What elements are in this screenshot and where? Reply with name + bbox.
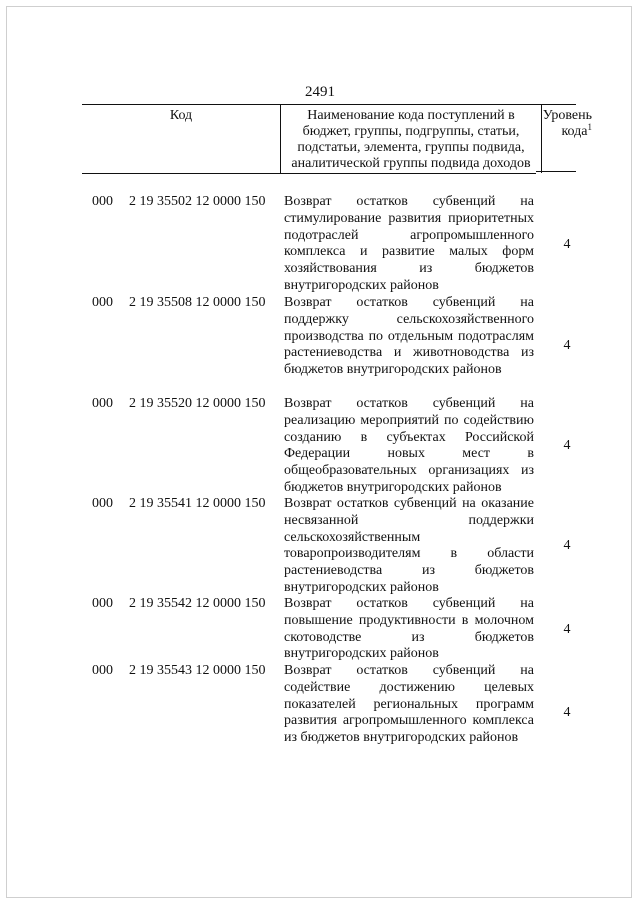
row-income-code: 2 19 35520 12 0000 150	[129, 396, 266, 411]
row-level: 4	[563, 705, 571, 720]
row-name: Возврат остатков субвенций на стимулирование развития приоритетных подотраслей агропромышленного комплекса и развитие малых форм хозяйствования из бюджетов внутригородских районов	[284, 194, 534, 293]
table-row	[82, 194, 576, 295]
row-admin-code: 000	[92, 295, 113, 310]
table-header	[82, 104, 592, 174]
row-income-code: 2 19 35542 12 0000 150	[129, 596, 266, 611]
row-income-code: 2 19 35502 12 0000 150	[129, 194, 266, 209]
row-level: 4	[563, 236, 571, 252]
row-name: Возврат остатков субвенций на повышение продуктивности в молочном скотоводстве из бюджетов внутригородских районов	[284, 596, 534, 662]
table-row	[82, 295, 576, 396]
row-name: Возврат остатков субвенций на оказание несвязанной поддержки сельскохозяйственным товаропроизводителям в области растениеводства из бюджетов внутригородских районов	[284, 496, 534, 595]
header-level-footnote: 1	[587, 122, 592, 132]
table-row	[82, 663, 576, 763]
page-number: 2491	[305, 84, 335, 100]
header-level-text: Уровень кода	[542, 108, 592, 139]
row-name: Возврат остатков субвенций на содействие достижению целевых показателей региональных программ развития агропромышленного комплекса из бюджетов внутригородских районов	[284, 663, 534, 746]
header-rule-extension	[536, 104, 576, 172]
table-row	[82, 396, 576, 496]
row-income-code: 2 19 35541 12 0000 150	[129, 496, 266, 511]
row-level: 4	[563, 538, 571, 553]
row-admin-code: 000	[92, 596, 113, 611]
header-code: Код	[82, 105, 281, 173]
table-row	[82, 496, 576, 596]
header-name: Наименование кода поступлений в бюджет, группы, подгруппы, статьи, подстатьи, элемента, группы подвида, аналитической группы подвида доходов	[281, 105, 542, 173]
table-row	[82, 596, 576, 663]
row-level: 4	[563, 337, 571, 353]
table-body	[82, 194, 576, 763]
row-admin-code: 000	[92, 496, 113, 511]
row-level: 4	[563, 438, 571, 453]
row-admin-code: 000	[92, 663, 113, 678]
row-admin-code: 000	[92, 194, 113, 209]
row-admin-code: 000	[92, 396, 113, 411]
row-name: Возврат остатков субвенций на реализацию мероприятий по содействию созданию в субъектах Российской Федерации новых мест в общеобразовательных организациях из бюджетов внутригородских районов	[284, 396, 534, 495]
row-level: 4	[563, 621, 571, 637]
row-income-code: 2 19 35508 12 0000 150	[129, 295, 266, 310]
row-income-code: 2 19 35543 12 0000 150	[129, 663, 266, 678]
row-name: Возврат остатков субвенций на поддержку сельскохозяйственного производства по отдельным подотраслям растениеводства и животноводства из бюджетов внутригородских районов	[284, 295, 534, 378]
